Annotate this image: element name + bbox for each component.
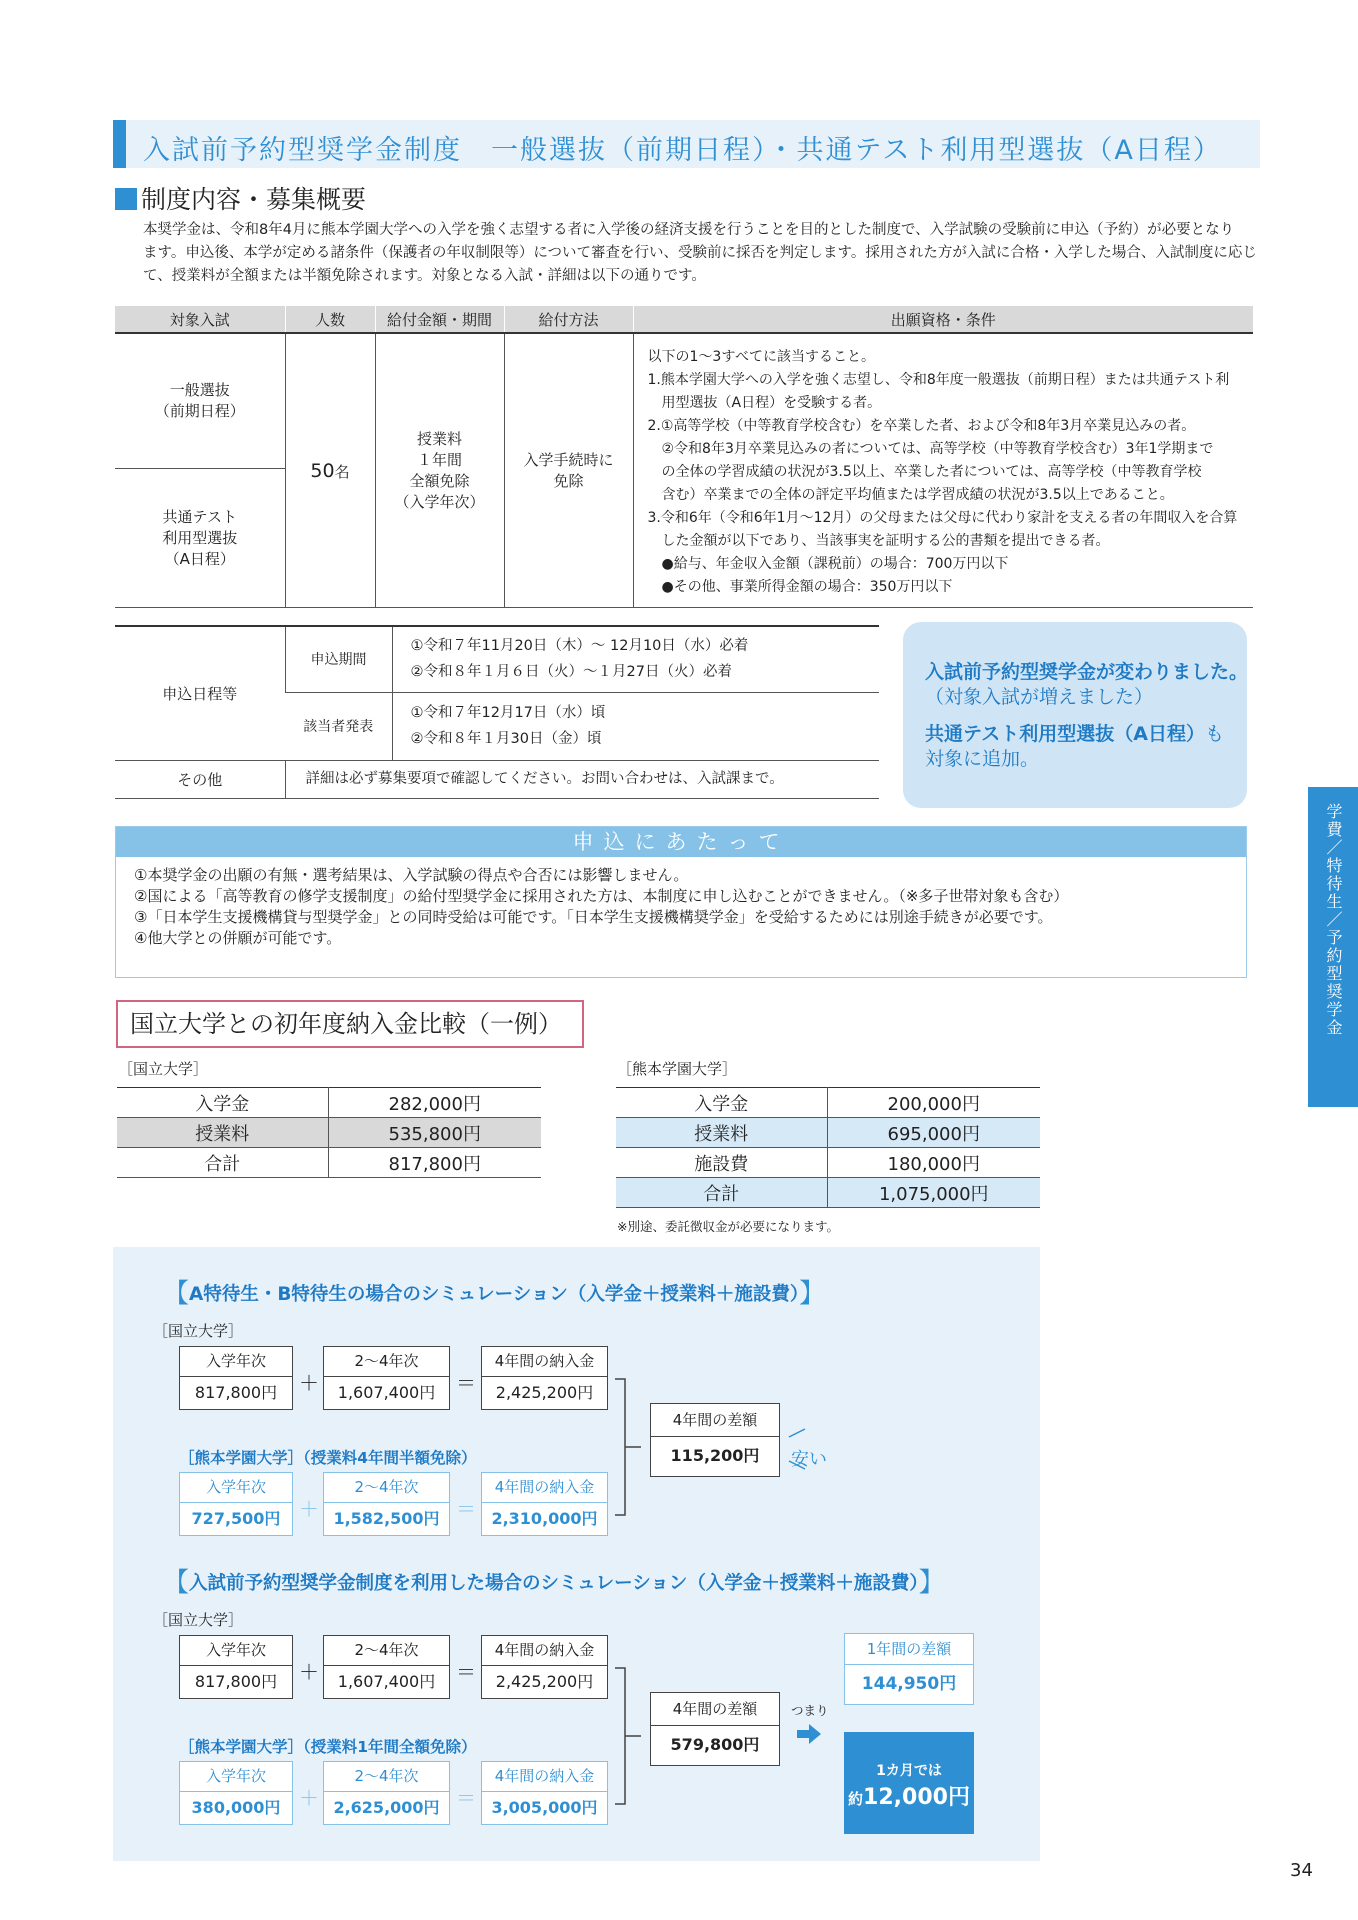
fee-value: 282,000円 [328, 1088, 541, 1118]
box-label: 4年間の納入金 [482, 1473, 607, 1503]
notice-line-2: （対象入試が増えました） [925, 686, 1154, 708]
section-heading-text: 制度内容・募集概要 [141, 185, 367, 214]
box-value: 727,500円 [191, 1509, 281, 1528]
box-value: 2,625,000円 [333, 1798, 440, 1817]
box-value: 380,000円 [191, 1798, 281, 1817]
sim1-kg-year1 [179, 1472, 293, 1536]
other-value: 詳細は必ず募集要項で確認してください。お問い合わせは、入試課まで。 [285, 760, 879, 798]
sim2-kg-year1 [179, 1761, 293, 1825]
intro-paragraph: 本奨学金は、令和8年4月に熊本学園大学への入学を強く志望する者に入学後の経済支援を行うことを目的とした制度で、入学試験の受験前に申込（予約）が必要となり ます。申込後、本学が定める諸条件（保護者の年収制限等）について審査を行い、受験前に採否を判定します。採用された方が入試に合格・入学した場合、入試制度に応じ て、授業料が全額または半額免除されます。対象となる入試・詳細は以下の通りです。 [143, 222, 1257, 284]
col-header: 出願資格・条件 [633, 306, 1253, 333]
box-label: 入学年次 [180, 1636, 292, 1666]
per-month-label: 1カ月では [876, 1763, 942, 1779]
box-value: 144,950円 [861, 1674, 957, 1694]
square-bullet-icon [115, 188, 137, 210]
per-month-box [844, 1732, 974, 1834]
notice-line-3: 共通テスト利用型選抜（A日程） [925, 723, 1205, 745]
fee-value: 817,800円 [328, 1148, 541, 1178]
bracket-open-icon: 【 [163, 1279, 190, 1309]
side-tab-label: 学費／特待生／予約型奨学金 [1324, 803, 1343, 1037]
sim2-kg-year2-4 [323, 1761, 450, 1825]
box-value: 3,005,000円 [491, 1798, 598, 1817]
per-year-difference [844, 1633, 974, 1705]
sim2-kg-label: ［熊本学園大学］（授業料1年間全額免除） [179, 1738, 477, 1756]
page-number: 34 [1290, 1860, 1313, 1881]
title-bar [113, 120, 1260, 168]
sim1-title-text: A特待生・B特待生の場合のシミュレーション（入学金＋授業料＋施設費） [189, 1284, 800, 1305]
announce-label: 該当者発表 [285, 692, 392, 760]
bracket-close-icon: 】 [799, 1279, 826, 1309]
box-label: 4年間の納入金 [482, 1347, 607, 1377]
fee-item: 入学金 [117, 1088, 328, 1118]
box-value: 1,582,500円 [333, 1509, 440, 1528]
box-value: 2,425,200円 [495, 1383, 594, 1402]
change-notice [903, 622, 1247, 808]
box-label: 1年間の差額 [845, 1634, 973, 1665]
fee-value: 1,075,000円 [827, 1178, 1040, 1208]
box-value: 2,310,000円 [491, 1509, 598, 1528]
sim2-national-label: ［国立大学］ [153, 1611, 244, 1629]
application-notes [115, 826, 1247, 978]
national-fee-table [117, 1087, 541, 1178]
per-month-value [844, 1780, 974, 1811]
box-label: 4年間の納入金 [482, 1636, 607, 1666]
notice-text-2 [925, 722, 1224, 772]
sim1-cheaper-label: 安い [791, 1449, 827, 1470]
conditions-cell: 以下の1〜3すべてに該当すること。 1.熊本学園大学への入学を強く志望し、令和8年度一般選抜（前期日程）または共通テスト利 用型選抜（A日程）を受験する者。 2.①高等学校（中等教育学校含む）を卒業した者、および令和8年3月卒業見込みの者。 ②令和8年3月卒業見込みの者については、高等学校（中等教育学校含む）3年1学期まで の全体の学習成績の状況が3.5以上、卒業した者については、高等学校（中等教育学校 含む）卒業までの全体の評定平均値または学習成績の状況が3.5以上であること。 3.令和6年（令和6年1月〜12月）の父母または父母に代わり家計を支える者の年間収入を合算 した金額が以下であり、当該事実を証明する公的書類を提出できる者。 ●給与、年金収入金額（課税前）の場合：700万円以下 ●その他、事業所得金額の場合：350万円以下 [633, 333, 1253, 608]
sim2-nat-year2-4 [323, 1635, 450, 1699]
title-accent [113, 120, 126, 168]
notice-line-4: 対象に追加。 [925, 748, 1040, 770]
sim1-nat-total [481, 1346, 608, 1410]
plus-icon: ＋ [299, 1497, 319, 1521]
equals-icon: ＝ [456, 1371, 476, 1395]
box-label: 2〜4年次 [324, 1762, 449, 1792]
sim2-difference [650, 1692, 780, 1766]
sim2-title-text: 入試前予約型奨学金制度を利用した場合のシミュレーション（入学金＋授業料＋施設費） [189, 1573, 919, 1594]
section-heading [115, 180, 366, 216]
bracket-open-icon: 【 [163, 1568, 190, 1598]
equals-icon: ＝ [456, 1786, 476, 1810]
sim1-kg-label: ［熊本学園大学］（授業料4年間半額免除） [179, 1449, 477, 1467]
apply-period-label: 申込期間 [285, 626, 392, 692]
simulation-panel [113, 1247, 1040, 1861]
box-label: 2〜4年次 [324, 1347, 449, 1377]
plus-icon: ＋ [299, 1371, 319, 1395]
sim1-kg-year2-4 [323, 1472, 450, 1536]
exam-common-test: 共通テスト 利用型選抜 （A日程） [115, 469, 285, 608]
fee-value: 695,000円 [827, 1118, 1040, 1148]
fee-value: 180,000円 [827, 1148, 1040, 1178]
box-label: 4年間の差額 [651, 1404, 779, 1437]
box-value: 817,800円 [194, 1672, 278, 1691]
col-header: 対象入試 [115, 306, 285, 333]
box-value: 2,425,200円 [495, 1672, 594, 1691]
box-label: 入学年次 [180, 1762, 292, 1792]
side-index-tab[interactable] [1308, 787, 1358, 1107]
sim2-nat-year1 [179, 1635, 293, 1699]
sim2-bracket-icon [613, 1666, 643, 1806]
fee-item: 入学金 [616, 1088, 827, 1118]
box-value: 115,200円 [670, 1446, 760, 1465]
per-month-amount: 12,000円 [863, 1785, 970, 1810]
sim2-nat-total [481, 1635, 608, 1699]
fee-item: 授業料 [616, 1118, 827, 1148]
page-title: 入試前予約型奨学金制度 一般選抜（前期日程）・共通テスト利用型選抜（A日程） [143, 135, 1222, 166]
sim1-kg-total [481, 1472, 608, 1536]
sim1-national-label: ［国立大学］ [153, 1322, 244, 1340]
plus-icon: ＋ [299, 1660, 319, 1684]
exam-general: 一般選抜 （前期日程） [115, 333, 285, 469]
sim1-title [163, 1273, 825, 1310]
arrow-right-icon [797, 1723, 823, 1745]
schedule-label: 申込日程等 [115, 626, 285, 760]
col-header: 給付方法 [504, 306, 633, 333]
box-value: 1,607,400円 [337, 1383, 436, 1402]
comparison-title: 国立大学との初年度納入金比較（一例） [116, 1000, 584, 1048]
fee-item: 施設費 [616, 1148, 827, 1178]
box-label: 2〜4年次 [324, 1636, 449, 1666]
kg-fee-table [616, 1087, 1040, 1208]
box-label: 入学年次 [180, 1473, 292, 1503]
box-label: 入学年次 [180, 1347, 292, 1377]
plus-icon: ＋ [299, 1786, 319, 1810]
box-label: 2〜4年次 [324, 1473, 449, 1503]
notes-heading: 申込にあたって [116, 827, 1246, 857]
box-value: 579,800円 [670, 1735, 760, 1754]
sim1-bracket-icon [613, 1377, 643, 1517]
box-value: 817,800円 [194, 1383, 278, 1402]
sim1-nat-year2-4 [323, 1346, 450, 1410]
amount-cell: 授業料 １年間 全額免除 （入学年次） [375, 333, 504, 608]
sim2-kg-total [481, 1761, 608, 1825]
box-label: 4年間の差額 [651, 1693, 779, 1726]
comparison-note: ※別途、委託徴収金が必要になります。 [617, 1219, 839, 1234]
sim1-difference [650, 1403, 780, 1477]
fee-item: 授業料 [117, 1118, 328, 1148]
method-cell: 入学手続時に 免除 [504, 333, 633, 608]
notes-items: ①本奨学金の出願の有無・選考結果は、入学試験の得点や合否には影響しません。 ②国による「高等教育の修学支援制度」の給付型奨学金に採用された方は、本制度に申し込むことができません。（※多子世帯対象も含む） ③「日本学生支援機構貸与型奨学金」との同時受給は可能です。「日本学生支援機構奨学金」を受給するためには別途手続きが必要です。 ④他大学との併願が可能です。 [134, 866, 1069, 947]
fee-value: 535,800円 [328, 1118, 541, 1148]
count-unit: 名 [334, 462, 350, 481]
fee-item: 合計 [616, 1178, 827, 1208]
other-label: その他 [115, 760, 285, 798]
announce-value: ①令和７年12月17日（水）頃 ②令和８年１月30日（金）頃 [392, 692, 879, 760]
bracket-close-icon: 】 [918, 1568, 945, 1598]
sim1-nat-year1 [179, 1346, 293, 1410]
per-month-approx: 約 [848, 1790, 864, 1808]
national-label: ［国立大学］ [118, 1060, 209, 1078]
notice-text-1 [925, 660, 1248, 710]
kg-label: ［熊本学園大学］ [617, 1060, 738, 1078]
equals-icon: ＝ [456, 1660, 476, 1684]
fee-value: 200,000円 [827, 1088, 1040, 1118]
equals-icon: ＝ [456, 1497, 476, 1521]
eligibility-table [115, 306, 1253, 608]
col-header: 人数 [285, 306, 375, 333]
sim2-title [163, 1562, 945, 1599]
count-cell [285, 333, 375, 608]
notice-line-1: 入試前予約型奨学金が変わりました。 [925, 661, 1249, 683]
apply-period-value: ①令和７年11月20日（木）〜 12月10日（水）必着 ②令和８年１月６日（火）〜１月27日（火）必着 [392, 626, 879, 692]
notice-line-3-tail: も [1204, 723, 1224, 745]
col-header: 給付金額・期間 [375, 306, 504, 333]
box-value: 1,607,400円 [337, 1672, 436, 1691]
fee-item: 合計 [117, 1148, 328, 1178]
box-label: 4年間の納入金 [482, 1762, 607, 1792]
schedule-table [115, 625, 879, 799]
count-number: 50 [310, 459, 335, 482]
tsumari-label: つまり [791, 1703, 829, 1718]
